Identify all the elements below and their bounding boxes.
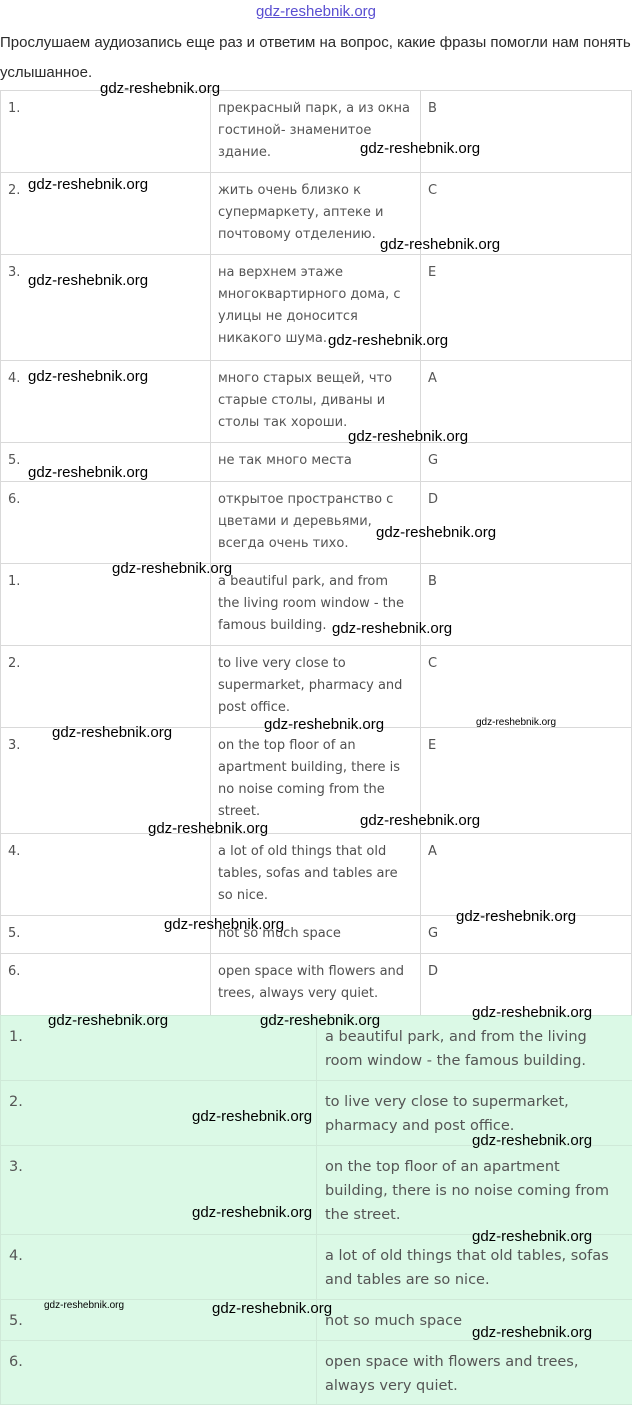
row-number: 4.	[1, 361, 211, 443]
watermark: gdz-reshebnik.org	[456, 908, 577, 925]
row-number: 5.	[1, 1300, 317, 1341]
watermark: gdz-reshebnik.org	[44, 1300, 125, 1311]
row-number: 1.	[1, 564, 211, 646]
watermark: gdz-reshebnik.org	[164, 916, 285, 933]
watermark: gdz-reshebnik.org	[472, 1132, 593, 1149]
watermark: gdz-reshebnik.org	[360, 812, 481, 829]
watermark: gdz-reshebnik.org	[48, 1012, 169, 1029]
table-row	[1, 1341, 632, 1405]
watermark: gdz-reshebnik.org	[472, 1324, 593, 1341]
table-row	[1, 1146, 632, 1235]
row-number: 1.	[1, 1016, 317, 1081]
watermark: gdz-reshebnik.org	[332, 620, 453, 637]
watermark: gdz-reshebnik.org	[328, 332, 449, 349]
table-row	[1, 255, 632, 361]
phrase-cell: on the top floor of an apartment building, there is no noise coming from the street.	[317, 1146, 632, 1235]
letter-cell: B	[421, 564, 632, 646]
phrase-cell: прекрасный парк, а из окна гостиной- знаменитое здание.	[211, 91, 421, 173]
row-number: 5.	[1, 443, 211, 482]
watermark: gdz-reshebnik.org	[28, 176, 149, 193]
letter-cell: G	[421, 916, 632, 954]
watermark: gdz-reshebnik.org	[148, 820, 269, 837]
watermark: gdz-reshebnik.org	[264, 716, 385, 733]
phrase-cell: открытое пространство с цветами и деревьями, всегда очень тихо.	[211, 482, 421, 564]
row-number: 6.	[1, 1341, 317, 1405]
row-number: 4.	[1, 834, 211, 916]
watermark: gdz-reshebnik.org	[376, 524, 497, 541]
phrase-cell: on the top floor of an apartment building, there is no noise coming from the street.	[211, 728, 421, 834]
row-number: 2.	[1, 646, 211, 728]
phrase-cell: не так много места	[211, 443, 421, 482]
row-number: 6.	[1, 482, 211, 564]
row-number: 2.	[1, 173, 211, 255]
watermark: gdz-reshebnik.org	[112, 560, 233, 577]
row-number: 3.	[1, 255, 211, 361]
table-row	[1, 564, 632, 646]
row-number: 5.	[1, 916, 211, 954]
watermark: gdz-reshebnik.org	[472, 1228, 593, 1245]
letter-cell: B	[421, 91, 632, 173]
watermark: gdz-reshebnik.org	[472, 1004, 593, 1021]
letter-cell: E	[421, 728, 632, 834]
phrase-cell: на верхнем этаже многоквартирного дома, с улицы не доносится никакого шума.	[211, 255, 421, 361]
row-number: 1.	[1, 91, 211, 173]
phrase-cell: to live very close to supermarket, pharmacy and post office.	[317, 1081, 632, 1146]
letter-cell: A	[421, 834, 632, 916]
row-number: 3.	[1, 1146, 317, 1235]
watermark: gdz-reshebnik.org	[52, 724, 173, 741]
table-row	[1, 482, 632, 564]
watermark: gdz-reshebnik.org	[28, 368, 149, 385]
row-number: 3.	[1, 728, 211, 834]
watermark: gdz-reshebnik.org	[192, 1204, 313, 1221]
watermark: gdz-reshebnik.org	[260, 1012, 381, 1029]
letter-cell: E	[421, 255, 632, 361]
phrase-cell: a lot of old things that old tables, sofas and tables are so nice.	[317, 1235, 632, 1300]
row-number: 2.	[1, 1081, 317, 1146]
russian-phrases-table	[0, 90, 632, 564]
phrase-cell: жить очень близко к супермаркету, аптеке и почтовому отделению.	[211, 173, 421, 255]
watermark: gdz-reshebnik.org	[192, 1108, 313, 1125]
letter-cell: D	[421, 954, 632, 1016]
letter-cell: G	[421, 443, 632, 482]
letter-cell: C	[421, 646, 632, 728]
letter-cell: C	[421, 173, 632, 255]
final-answers-table	[0, 1015, 632, 1405]
phrase-cell: a beautiful park, and from the living room window - the famous building.	[211, 564, 421, 646]
row-number: 6.	[1, 954, 211, 1016]
letter-cell: A	[421, 361, 632, 443]
watermark: gdz-reshebnik.org	[360, 140, 481, 157]
table-row	[1, 834, 632, 916]
watermark: gdz-reshebnik.org	[28, 464, 149, 481]
english-phrases-table	[0, 563, 632, 1016]
watermark: gdz-reshebnik.org	[348, 428, 469, 445]
phrase-cell: open space with flowers and trees, always very quiet.	[317, 1341, 632, 1405]
phrase-cell: a lot of old things that old tables, sofas and tables are so nice.	[211, 834, 421, 916]
watermark: gdz-reshebnik.org	[476, 717, 557, 728]
intro-text: Прослушаем аудиозапись еще раз и ответим на вопрос, какие фразы помогли нам понять услышанное.	[0, 34, 631, 81]
table-row	[1, 728, 632, 834]
watermark: gdz-reshebnik.org	[28, 272, 149, 289]
site-header-link[interactable]: gdz-reshebnik.org	[255, 3, 377, 20]
phrase-cell: not so much space	[317, 1300, 632, 1341]
letter-cell: D	[421, 482, 632, 564]
phrase-cell: open space with flowers and trees, always very quiet.	[211, 954, 421, 1016]
table-row	[1, 91, 632, 173]
watermark: gdz-reshebnik.org	[100, 80, 221, 97]
phrase-cell: not so much space	[211, 916, 421, 954]
phrase-cell: to live very close to supermarket, pharmacy and post office.	[211, 646, 421, 728]
watermark: gdz-reshebnik.org	[380, 236, 501, 253]
watermark: gdz-reshebnik.org	[212, 1300, 333, 1317]
phrase-cell: много старых вещей, что старые столы, диваны и столы так хороши.	[211, 361, 421, 443]
phrase-cell: a beautiful park, and from the living room window - the famous building.	[317, 1016, 632, 1081]
row-number: 4.	[1, 1235, 317, 1300]
